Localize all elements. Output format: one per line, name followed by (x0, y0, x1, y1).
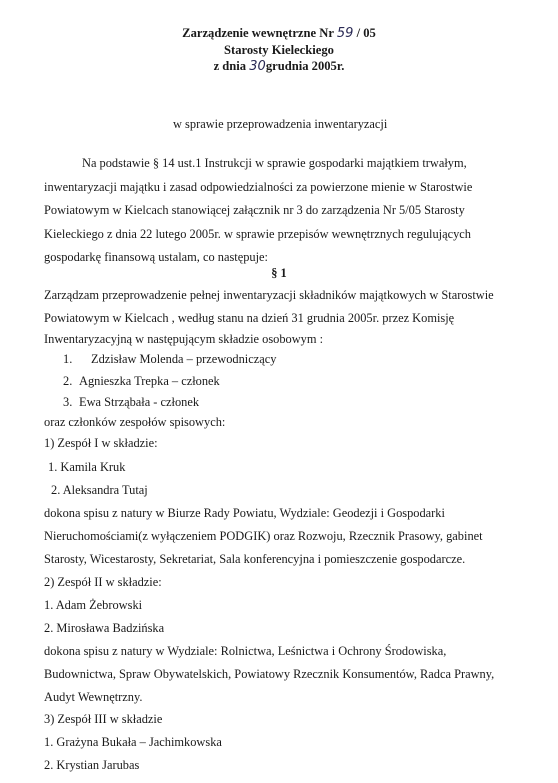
subject-line: w sprawie przeprowadzenia inwentaryzacji (173, 117, 388, 131)
team-title: 1) Zespół I w składzie: (44, 436, 158, 450)
body-line: Inwentaryzacyjną w następującym składzie osobowym : (44, 332, 324, 346)
team-member: 2. Krystian Jarubas (44, 758, 140, 772)
team-member: 1. Grażyna Bukała – Jachimkowska (44, 735, 222, 749)
handwritten-order-number: 59 (336, 26, 354, 41)
team-desc-line: dokona spisu z natury w Wydziale: Rolnictwa, Leśnictwa i Ochrony Środowiska, (44, 644, 447, 658)
team-desc-line: Audyt Wewnętrzny. (44, 690, 143, 704)
date-prefix: z dnia (213, 59, 250, 73)
team-member: 2. Aleksandra Tutaj (51, 483, 148, 497)
order-title (0, 26, 558, 41)
date-line (0, 59, 558, 74)
list-item-number: 1. (63, 352, 73, 366)
team-title: 2) Zespół II w składzie: (44, 575, 162, 589)
handwritten-day: 30 (249, 59, 266, 74)
date-suffix: grudnia 2005r. (265, 59, 345, 73)
team-desc-line: dokona spisu z natury w Biurze Rady Powiatu, Wydziale: Geodezji i Gospodarki (44, 506, 445, 520)
team-desc-line: Starosty, Wicestarosty, Sekretariat, Sala konferencyjna i pomieszczenie gospodarcze. (44, 552, 466, 566)
team-desc-line: Nieruchomościami(z wyłączeniem PODGIK) oraz Rozwoju, Rzecznik Prasowy, gabinet (44, 529, 483, 543)
intro-line: gospodarkę finansową ustalam, co następuje: (44, 250, 268, 264)
team-member: 1. Kamila Kruk (48, 460, 126, 474)
commission-member: Ewa Strząbała - członek (79, 395, 200, 409)
list-item-number: 2. (63, 374, 73, 388)
order-title-prefix: Zarządzenie wewnętrzne Nr (182, 26, 337, 40)
commission-member: Agnieszka Trepka – członek (79, 374, 220, 388)
team-desc-line: Budownictwa, Spraw Obywatelskich, Powiatowy Rzecznik Konsumentów, Radca Prawny, (44, 667, 495, 681)
list-item-number: 3. (63, 395, 73, 409)
team-title: 3) Zespół III w składzie (44, 712, 163, 726)
intro-line: inwentaryzacji majątku i zasad odpowiedzialności za powierzone mienie w Starostwie (44, 180, 473, 194)
teams-intro: oraz członków zespołów spisowych: (44, 415, 226, 429)
body-line: Powiatowym w Kielcach , według stanu na dzień 31 grudnia 2005r. przez Komisję (44, 311, 455, 325)
commission-member: Zdzisław Molenda – przewodniczący (91, 352, 277, 366)
issuer-line: Starosty Kieleckiego (224, 43, 334, 57)
team-member: 1. Adam Żebrowski (44, 598, 143, 612)
intro-line: Kieleckiego z dnia 22 lutego 2005r. w sprawie przepisów wewnętrznych regulujących (44, 227, 471, 241)
order-title-suffix: / 05 (353, 26, 376, 40)
intro-line: Na podstawie § 14 ust.1 Instrukcji w sprawie gospodarki majątkiem trwałym, (82, 156, 467, 170)
intro-line: Powiatowym w Kielcach stanowiącej załącznik nr 3 do zarządzenia Nr 5/05 Starosty (44, 203, 465, 217)
body-line: Zarządzam przeprowadzenie pełnej inwentaryzacji składników majątkowych w Starostwie (44, 288, 494, 302)
team-member: 2. Mirosława Badzińska (44, 621, 165, 635)
section-heading: § 1 (271, 266, 287, 280)
